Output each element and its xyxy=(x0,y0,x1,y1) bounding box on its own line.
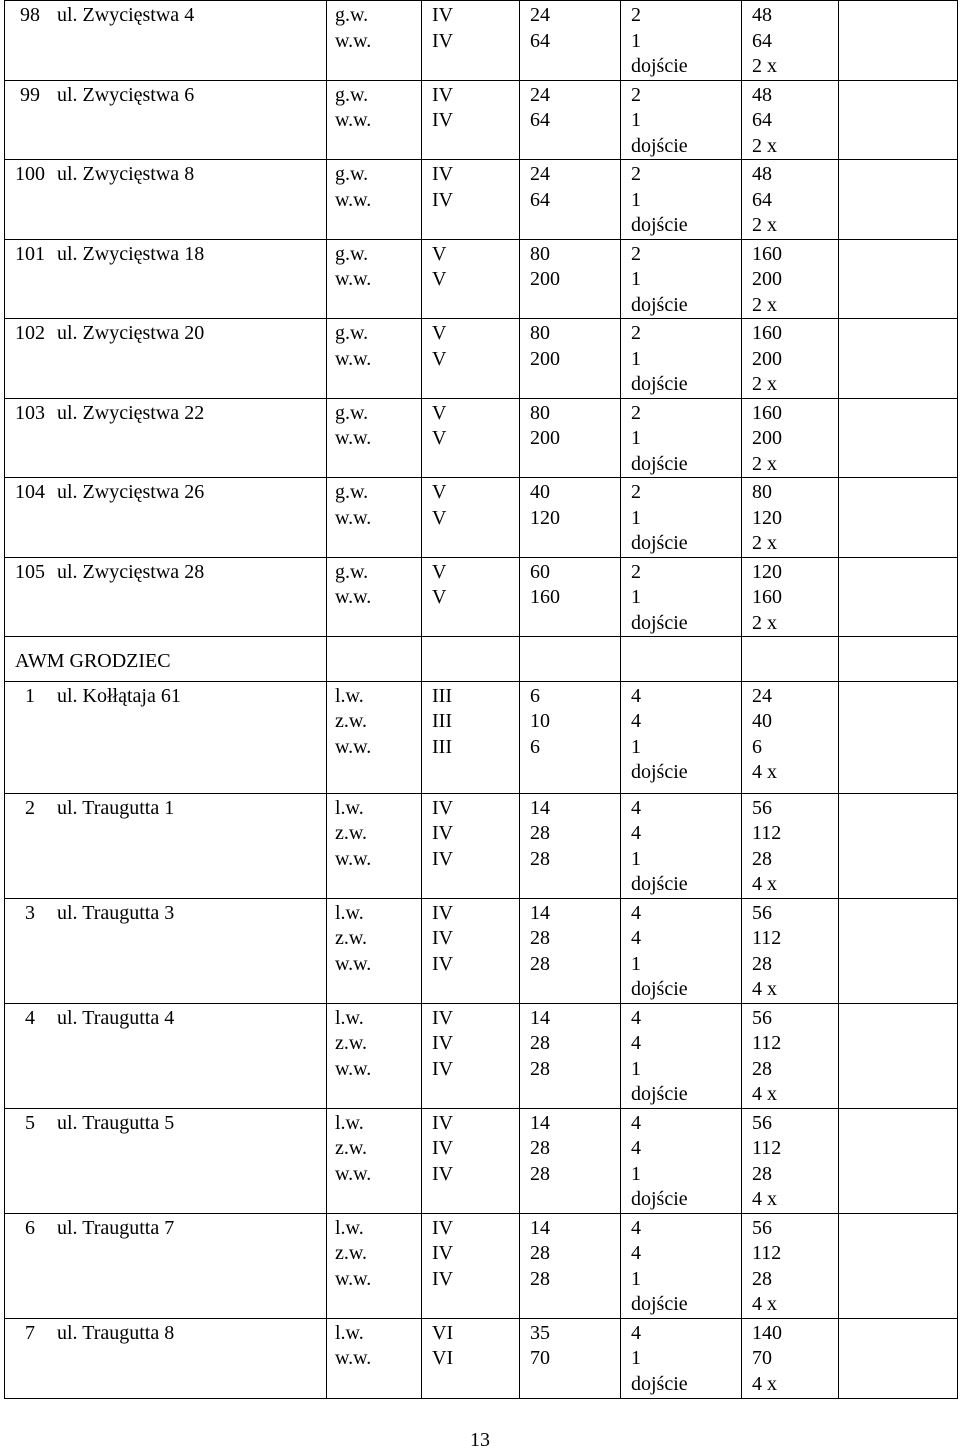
water-type: g.w. w.w. xyxy=(327,319,422,399)
area-value: 40 120 xyxy=(520,478,621,558)
table-row xyxy=(5,478,958,558)
water-type: g.w. w.w. xyxy=(327,80,422,160)
row-number: 98 xyxy=(5,1,56,81)
row-number: 103 xyxy=(5,398,56,478)
table-row xyxy=(5,160,958,240)
street-address: ul. Traugutta 8 xyxy=(55,1318,327,1398)
document-table xyxy=(4,0,958,1399)
table-row xyxy=(5,1,958,81)
table-row xyxy=(5,398,958,478)
total-value: 56 112 28 4 x xyxy=(742,1003,839,1108)
street-address: ul. Zwycięstwa 20 xyxy=(55,319,327,399)
area-value: 14 28 28 xyxy=(520,898,621,1003)
count-value: 2 1 dojście xyxy=(621,239,742,319)
total-value: 80 120 2 x xyxy=(742,478,839,558)
water-type: l.w. z.w. w.w. xyxy=(327,1108,422,1213)
class-value: V V xyxy=(422,398,520,478)
table-row xyxy=(5,1003,958,1108)
area-value: 35 70 xyxy=(520,1318,621,1398)
total-value: 120 160 2 x xyxy=(742,557,839,637)
empty-cell xyxy=(839,1213,958,1318)
total-value: 24 40 6 4 x xyxy=(742,681,839,793)
table-row xyxy=(5,319,958,399)
count-value: 2 1 dojście xyxy=(621,80,742,160)
water-type: l.w. z.w. w.w. xyxy=(327,793,422,898)
water-type: l.w. z.w. w.w. xyxy=(327,1003,422,1108)
street-address: ul. Traugutta 5 xyxy=(55,1108,327,1213)
empty-cell xyxy=(839,557,958,637)
water-type: g.w. w.w. xyxy=(327,239,422,319)
area-value: 14 28 28 xyxy=(520,1108,621,1213)
class-value: IV IV IV xyxy=(422,1003,520,1108)
table-section-header xyxy=(5,637,958,682)
area-value: 14 28 28 xyxy=(520,1003,621,1108)
area-value: 24 64 xyxy=(520,160,621,240)
empty-cell xyxy=(839,398,958,478)
count-value: 4 4 1 dojście xyxy=(621,1108,742,1213)
class-value: V V xyxy=(422,239,520,319)
area-value: 24 64 xyxy=(520,80,621,160)
count-value: 2 1 dojście xyxy=(621,319,742,399)
area-value: 60 160 xyxy=(520,557,621,637)
area-value: 14 28 28 xyxy=(520,793,621,898)
empty-cell xyxy=(839,319,958,399)
table-row xyxy=(5,1108,958,1213)
total-value: 56 112 28 4 x xyxy=(742,898,839,1003)
street-address: ul. Zwycięstwa 22 xyxy=(55,398,327,478)
water-type: l.w. w.w. xyxy=(327,1318,422,1398)
area-value: 24 64 xyxy=(520,1,621,81)
table-row xyxy=(5,239,958,319)
table-row xyxy=(5,1213,958,1318)
table-row xyxy=(5,1318,958,1398)
row-number: 4 xyxy=(5,1003,56,1108)
class-value: IV IV xyxy=(422,80,520,160)
street-address: ul. Zwycięstwa 18 xyxy=(55,239,327,319)
class-value: IV IV xyxy=(422,160,520,240)
total-value: 160 200 2 x xyxy=(742,398,839,478)
count-value: 4 4 1 dojście xyxy=(621,793,742,898)
class-value: III III III xyxy=(422,681,520,793)
total-value: 56 112 28 4 x xyxy=(742,1108,839,1213)
section-heading-row xyxy=(5,637,958,682)
water-type: l.w. z.w. w.w. xyxy=(327,1213,422,1318)
class-value: V V xyxy=(422,319,520,399)
total-value: 56 112 28 4 x xyxy=(742,793,839,898)
total-value: 160 200 2 x xyxy=(742,319,839,399)
street-address: ul. Zwycięstwa 8 xyxy=(55,160,327,240)
count-value: 4 1 dojście xyxy=(621,1318,742,1398)
area-value: 80 200 xyxy=(520,239,621,319)
table-row xyxy=(5,681,958,793)
street-address: ul. Traugutta 3 xyxy=(55,898,327,1003)
total-value: 48 64 2 x xyxy=(742,160,839,240)
row-number: 5 xyxy=(5,1108,56,1213)
count-value: 2 1 dojście xyxy=(621,160,742,240)
street-address: ul. Zwycięstwa 6 xyxy=(55,80,327,160)
empty-cell xyxy=(839,1108,958,1213)
count-value: 4 4 1 dojście xyxy=(621,1213,742,1318)
empty-cell xyxy=(839,1003,958,1108)
row-number: 105 xyxy=(5,557,56,637)
empty-cell xyxy=(839,898,958,1003)
street-address: ul. Zwycięstwa 26 xyxy=(55,478,327,558)
area-value: 6 10 6 xyxy=(520,681,621,793)
water-type: l.w. z.w. w.w. xyxy=(327,681,422,793)
row-number: 101 xyxy=(5,239,56,319)
water-type: g.w. w.w. xyxy=(327,398,422,478)
area-value: 80 200 xyxy=(520,398,621,478)
class-value: VI VI xyxy=(422,1318,520,1398)
street-address: ul. Traugutta 1 xyxy=(55,793,327,898)
count-value: 2 1 dojście xyxy=(621,398,742,478)
count-value: 4 4 1 dojście xyxy=(621,1003,742,1108)
empty-cell xyxy=(839,160,958,240)
class-value: IV IV IV xyxy=(422,1213,520,1318)
water-type: g.w. w.w. xyxy=(327,1,422,81)
table-row xyxy=(5,80,958,160)
empty-cell xyxy=(839,793,958,898)
count-value: 2 1 dojście xyxy=(621,478,742,558)
table-row xyxy=(5,898,958,1003)
row-number: 1 xyxy=(5,681,56,793)
row-number: 102 xyxy=(5,319,56,399)
row-number: 104 xyxy=(5,478,56,558)
water-type: g.w. w.w. xyxy=(327,160,422,240)
empty-cell xyxy=(839,80,958,160)
section-title: AWM GRODZIEC xyxy=(5,637,327,682)
page-number: 13 xyxy=(470,1429,490,1451)
total-value: 140 70 4 x xyxy=(742,1318,839,1398)
area-value: 14 28 28 xyxy=(520,1213,621,1318)
row-number: 7 xyxy=(5,1318,56,1398)
total-value: 56 112 28 4 x xyxy=(742,1213,839,1318)
street-address: ul. Zwycięstwa 4 xyxy=(55,1,327,81)
street-address: ul. Traugutta 7 xyxy=(55,1213,327,1318)
class-value: V V xyxy=(422,557,520,637)
water-type: g.w. w.w. xyxy=(327,478,422,558)
class-value: IV IV IV xyxy=(422,793,520,898)
empty-cell xyxy=(839,681,958,793)
empty-cell xyxy=(839,478,958,558)
table-section-a xyxy=(5,1,958,637)
row-number: 99 xyxy=(5,80,56,160)
total-value: 48 64 2 x xyxy=(742,80,839,160)
water-type: l.w. z.w. w.w. xyxy=(327,898,422,1003)
row-number: 3 xyxy=(5,898,56,1003)
table-row xyxy=(5,793,958,898)
class-value: V V xyxy=(422,478,520,558)
table-section-b xyxy=(5,681,958,1398)
empty-cell xyxy=(839,239,958,319)
row-number: 100 xyxy=(5,160,56,240)
table-row xyxy=(5,557,958,637)
count-value: 2 1 dojście xyxy=(621,557,742,637)
total-value: 48 64 2 x xyxy=(742,1,839,81)
class-value: IV IV xyxy=(422,1,520,81)
count-value: 4 4 1 dojście xyxy=(621,898,742,1003)
water-type: g.w. w.w. xyxy=(327,557,422,637)
street-address: ul. Traugutta 4 xyxy=(55,1003,327,1108)
count-value: 4 4 1 dojście xyxy=(621,681,742,793)
street-address: ul. Zwycięstwa 28 xyxy=(55,557,327,637)
count-value: 2 1 dojście xyxy=(621,1,742,81)
total-value: 160 200 2 x xyxy=(742,239,839,319)
row-number: 6 xyxy=(5,1213,56,1318)
class-value: IV IV IV xyxy=(422,898,520,1003)
empty-cell xyxy=(839,1,958,81)
street-address: ul. Kołłątaja 61 xyxy=(55,681,327,793)
area-value: 80 200 xyxy=(520,319,621,399)
row-number: 2 xyxy=(5,793,56,898)
empty-cell xyxy=(839,1318,958,1398)
class-value: IV IV IV xyxy=(422,1108,520,1213)
